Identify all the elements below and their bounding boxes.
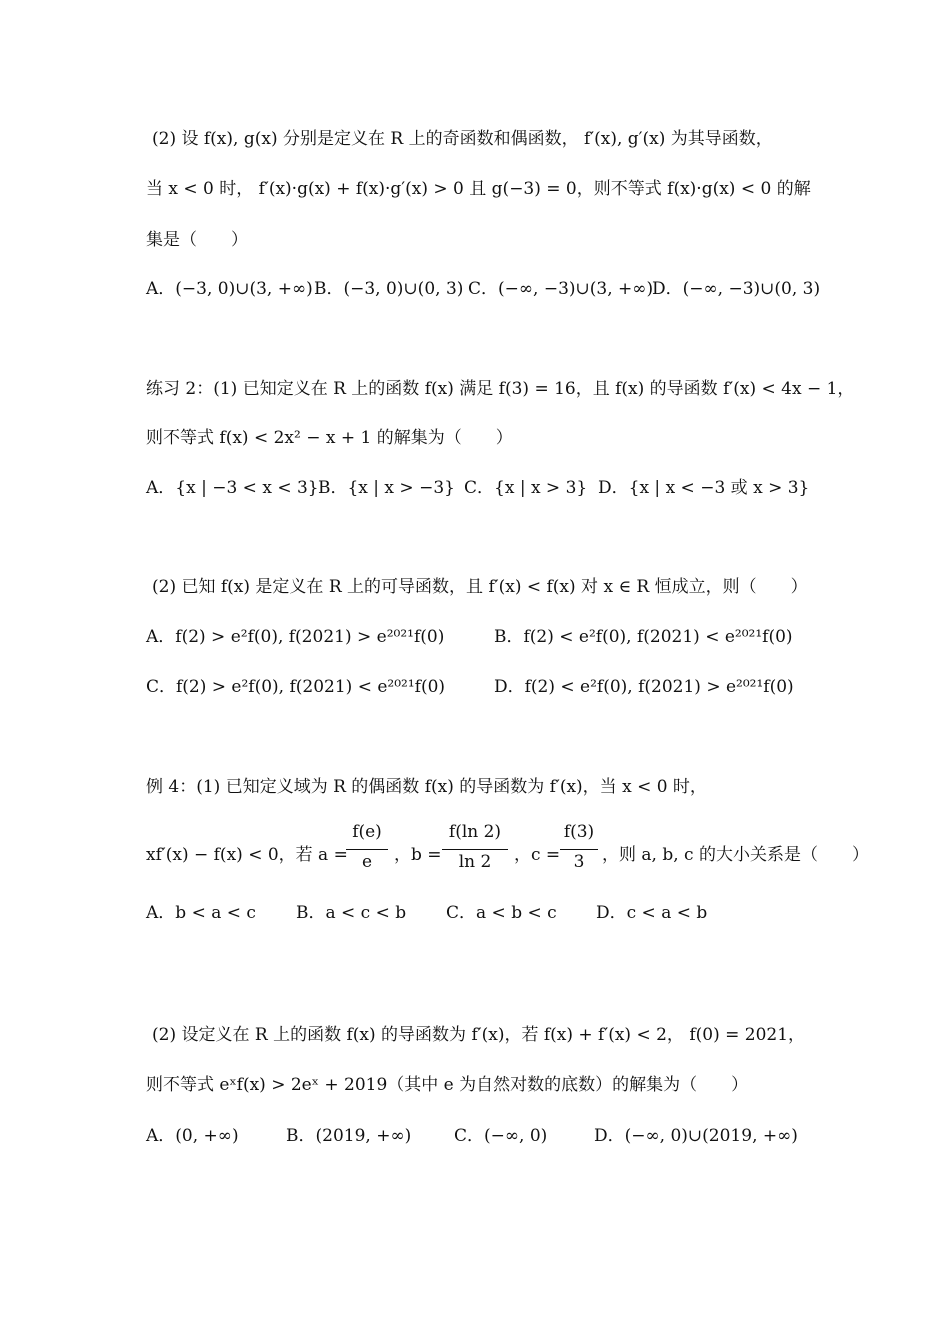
question-text-line: 则不等式 eˣf(x) > 2eˣ + 2019（其中 e 为自然对数的底数）的解集为（ ）	[146, 1075, 749, 1095]
option-a: A．{x | −3 < x < 3}	[146, 478, 319, 498]
question-text-line: 当 x < 0 时， f′(x)·g(x) + f(x)·g′(x) > 0 且 g(−3) = 0，则不等式 f(x)·g(x) < 0 的解	[146, 179, 811, 199]
fraction-b-lead: ，b =	[394, 845, 442, 865]
fraction-b-numerator: f(ln 2)	[448, 822, 502, 842]
fraction-bar	[442, 849, 508, 850]
option-c: C．{x | x > 3}	[464, 478, 588, 498]
option-a: A．(0, +∞)	[146, 1126, 239, 1146]
option-d: D．f(2) < e²f(0), f(2021) > e²⁰²¹f(0)	[494, 677, 794, 697]
option-d: D．{x | x < −3 或 x > 3}	[598, 478, 810, 498]
option-c: C．(−∞, 0)	[454, 1126, 548, 1146]
fraction-bar	[346, 849, 388, 850]
option-d: D．(−∞, −3)∪(0, 3)	[652, 279, 821, 299]
fraction-a-denominator: e	[361, 852, 373, 872]
option-c: C．f(2) > e²f(0), f(2021) < e²⁰²¹f(0)	[146, 677, 446, 697]
option-c: C．(−∞, −3)∪(3, +∞)	[468, 279, 654, 299]
option-d: D．c < a < b	[596, 903, 708, 923]
fraction-bar	[560, 849, 598, 850]
question-text-line: (2) 已知 f(x) 是定义在 R 上的可导函数，且 f′(x) < f(x) 对 x ∈ R 恒成立，则（ ）	[152, 577, 808, 597]
option-a: A．f(2) > e²f(0), f(2021) > e²⁰²¹f(0)	[146, 627, 445, 647]
fraction-b-denominator: ln 2	[458, 852, 492, 872]
question-text-line: (2) 设 f(x), g(x) 分别是定义在 R 上的奇函数和偶函数， f′(x), g′(x) 为其导函数，	[152, 129, 773, 149]
fraction-c-denominator: 3	[573, 852, 585, 872]
fraction-c-lead: ，c =	[514, 845, 561, 865]
option-b: B．a < c < b	[296, 903, 407, 923]
question-text-line: 则不等式 f(x) < 2x² − x + 1 的解集为（ ）	[146, 428, 513, 448]
fraction-tail: ，则 a, b, c 的大小关系是（ ）	[602, 845, 869, 865]
option-b: B．(2019, +∞)	[286, 1126, 412, 1146]
option-a: A．b < a < c	[146, 903, 256, 923]
option-c: C．a < b < c	[446, 903, 557, 923]
option-b: B．{x | x > −3}	[318, 478, 455, 498]
option-a: A．(−3, 0)∪(3, +∞)	[146, 279, 313, 299]
fraction-c-numerator: f(3)	[563, 822, 595, 842]
question-text-line: 集是（ ）	[146, 230, 248, 250]
question-text-line: 练习 2：(1) 已知定义在 R 上的函数 f(x) 满足 f(3) = 16，且 f(x) 的导函数 f′(x) < 4x − 1，	[146, 379, 855, 399]
fraction-lead: xf′(x) − f(x) < 0，若 a =	[146, 845, 348, 865]
fraction-a-numerator: f(e)	[352, 822, 382, 842]
option-b: B．f(2) < e²f(0), f(2021) < e²⁰²¹f(0)	[494, 627, 793, 647]
option-d: D．(−∞, 0)∪(2019, +∞)	[594, 1126, 798, 1146]
option-b: B．(−3, 0)∪(0, 3)	[314, 279, 464, 299]
question-text-line: 例 4：(1) 已知定义域为 R 的偶函数 f(x) 的导函数为 f′(x)，当 x < 0 时，	[146, 777, 707, 797]
question-text-line: (2) 设定义在 R 上的函数 f(x) 的导函数为 f′(x)，若 f(x) + f′(x) < 2， f(0) = 2021，	[152, 1025, 806, 1045]
